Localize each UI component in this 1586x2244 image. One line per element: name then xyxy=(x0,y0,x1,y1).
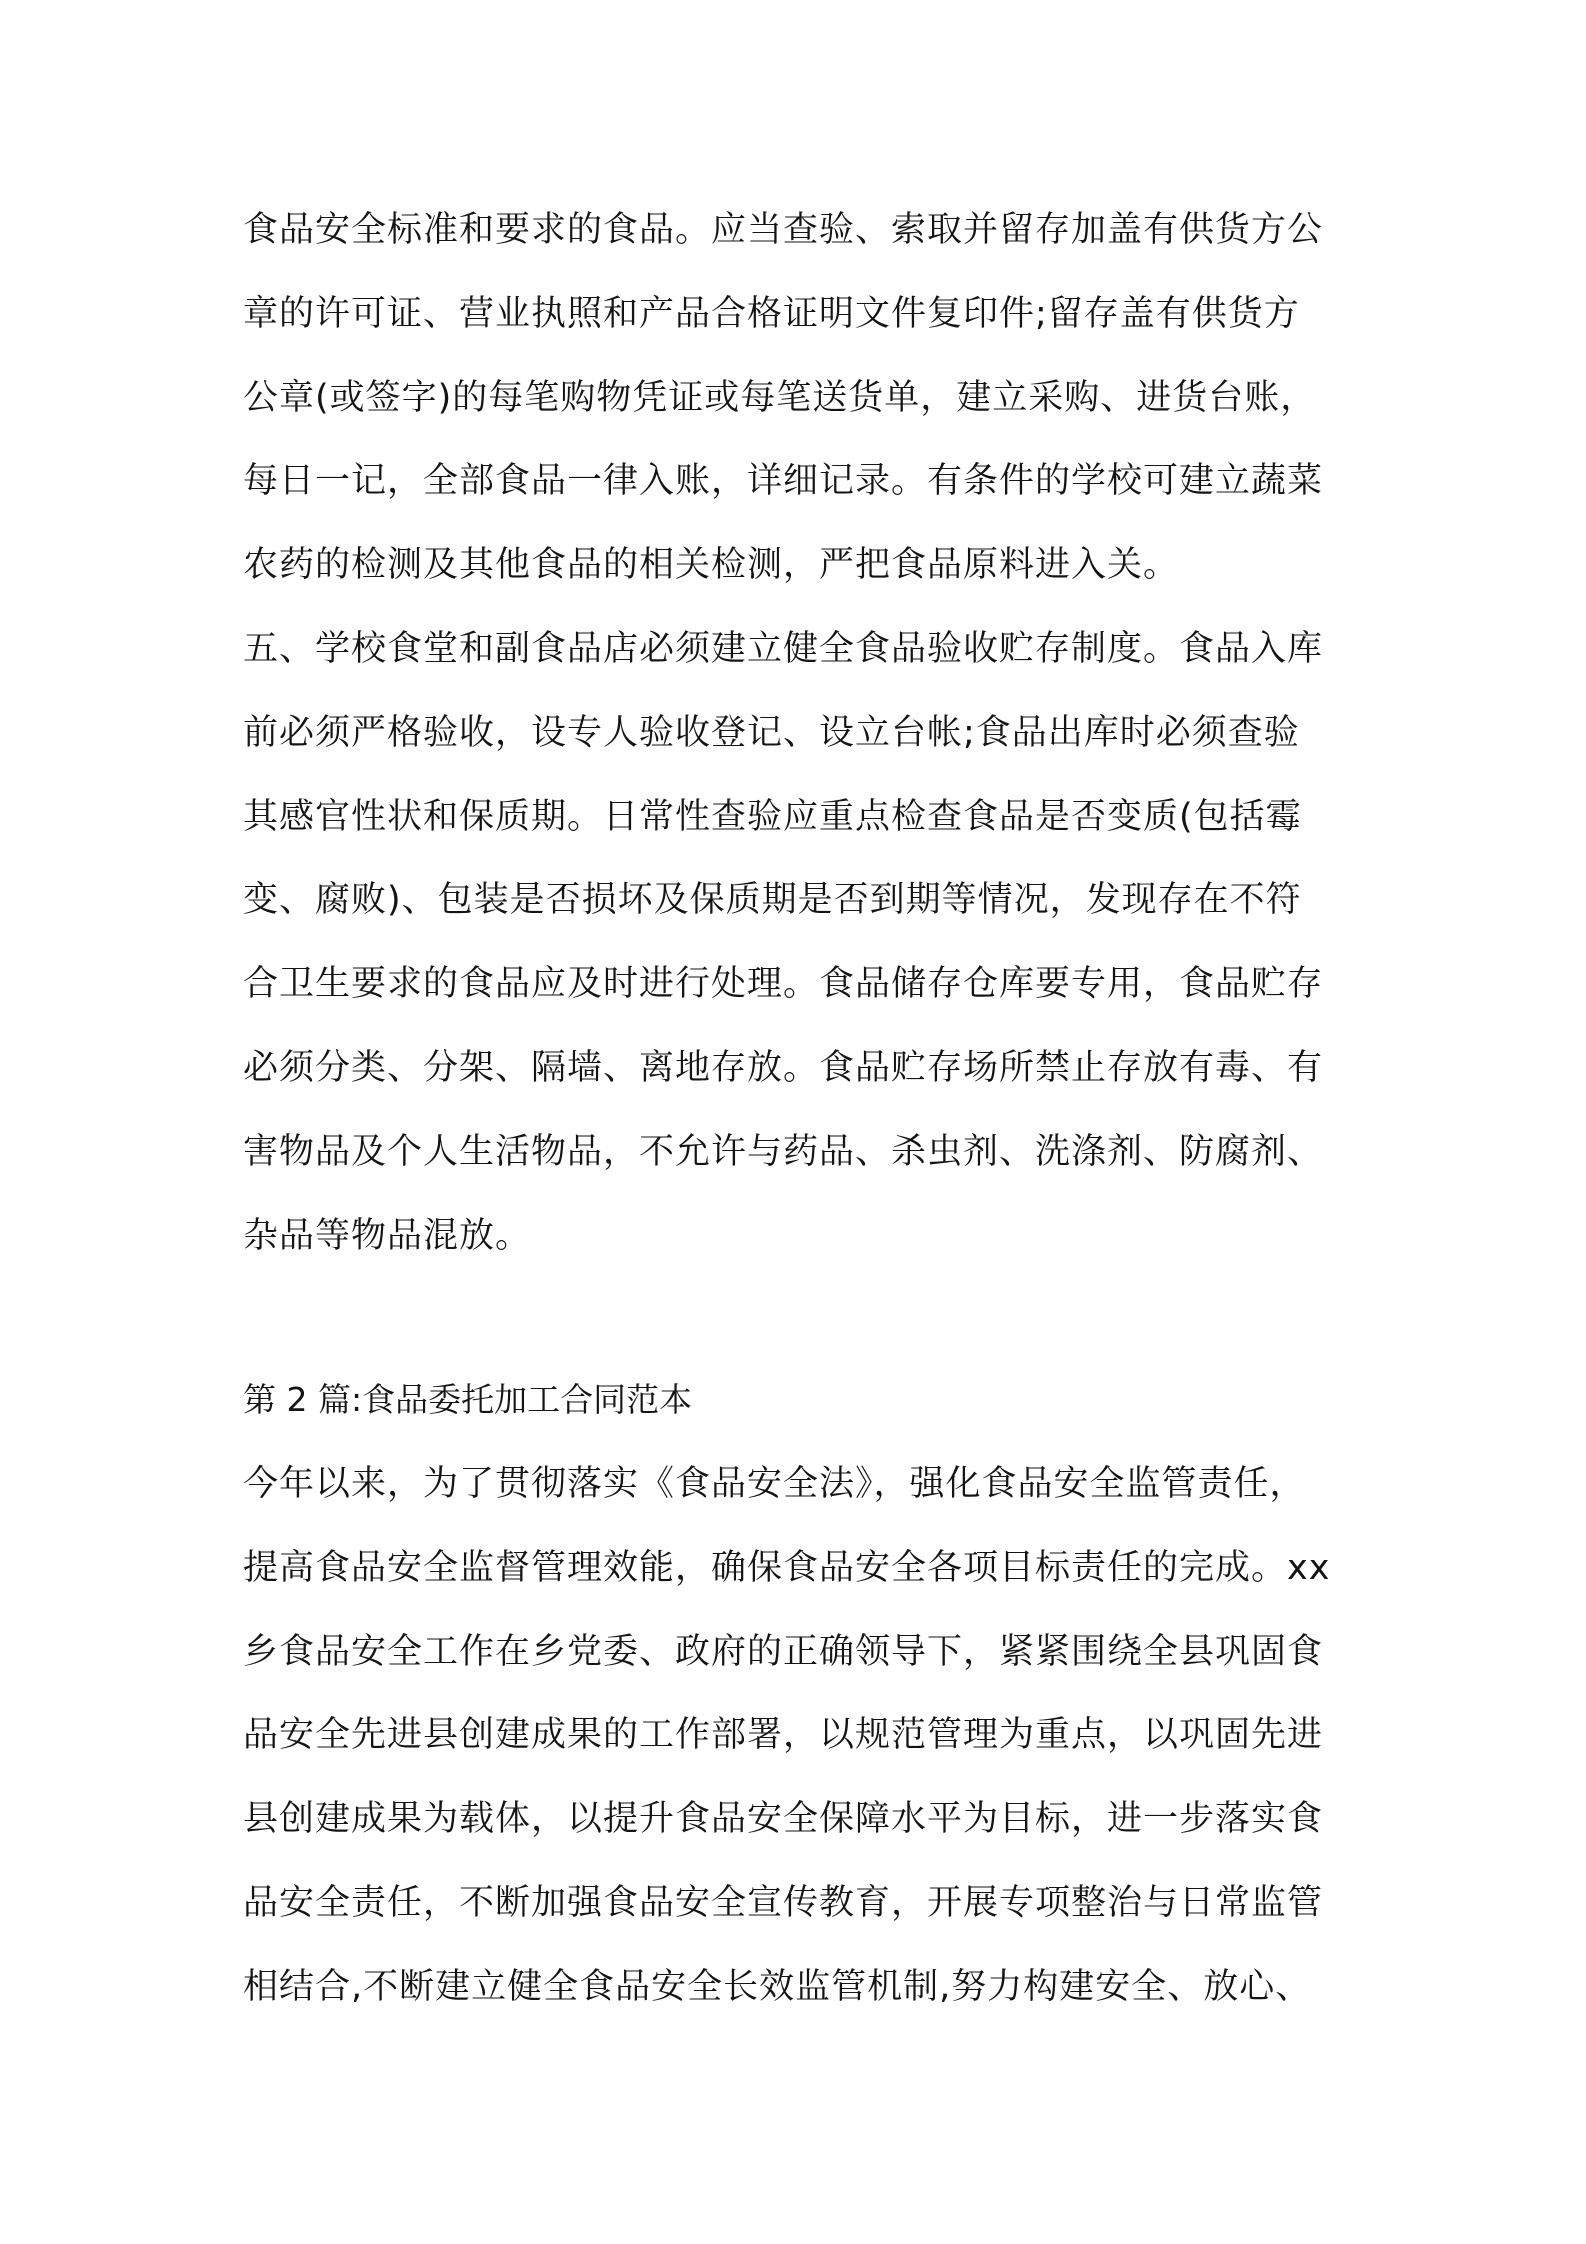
paragraph-line: 农药的检测及其他食品的相关检测，严把食品原料进入关。 xyxy=(243,545,1180,585)
paragraph-line: 乡食品安全工作在乡党委、政府的正确领导下，紧紧围绕全县巩固食 xyxy=(243,1632,1324,1672)
paragraph-line: 公章(或签字)的每笔购物凭证或每笔送货单，建立采购、进货台账， xyxy=(243,378,1317,418)
paragraph-line: 每日一记，全部食品一律入账，详细记录。有条件的学校可建立蔬菜 xyxy=(243,461,1324,501)
paragraph-line: 品安全责任，不断加强食品安全宣传教育，开展专项整治与日常监管 xyxy=(243,1883,1324,1923)
paragraph-line: 章的许可证、营业执照和产品合格证明文件复印件;留存盖有供货方 xyxy=(243,294,1300,334)
section-heading: 第 2 篇:食品委托加工合同范本 xyxy=(243,1380,693,1419)
paragraph-line: 今年以来，为了贯彻落实《食品安全法》，强化食品安全监管责任， xyxy=(243,1464,1306,1504)
paragraph-line: 品安全先进县创建成果的工作部署，以规范管理为重点，以巩固先进 xyxy=(243,1715,1324,1755)
paragraph-line: 提高食品安全监督管理效能，确保食品安全各项目标责任的完成。xx xyxy=(243,1548,1331,1588)
paragraph-line: 相结合,不断建立健全食品安全长效监管机制,努力构建安全、放心、 xyxy=(243,1967,1312,2007)
paragraph-line: 县创建成果为载体，以提升食品安全保障水平为目标，进一步落实食 xyxy=(243,1799,1324,1839)
paragraph-line: 其感官性状和保质期。日常性查验应重点检查食品是否变质(包括霉 xyxy=(243,797,1302,837)
paragraph-line: 五、学校食堂和副食品店必须建立健全食品验收贮存制度。食品入库 xyxy=(243,629,1324,669)
paragraph-line: 前必须严格验收，设专人验收登记、设立台帐;食品出库时必须查验 xyxy=(243,713,1300,753)
paragraph-line: 必须分类、分架、隔墙、离地存放。食品贮存场所禁止存放有毒、有 xyxy=(243,1048,1324,1088)
paragraph-line: 害物品及个人生活物品，不允许与药品、杀虫剂、洗涤剂、防腐剂、 xyxy=(243,1132,1324,1172)
paragraph-line: 杂品等物品混放。 xyxy=(243,1216,532,1256)
paragraph-line: 食品安全标准和要求的食品。应当查验、索取并留存加盖有供货方公 xyxy=(243,210,1324,250)
paragraph-line: 合卫生要求的食品应及时进行处理。食品储存仓库要专用，食品贮存 xyxy=(243,964,1324,1004)
paragraph-line: 变、腐败)、包装是否损坏及保质期是否到期等情况，发现存在不符 xyxy=(243,880,1302,920)
